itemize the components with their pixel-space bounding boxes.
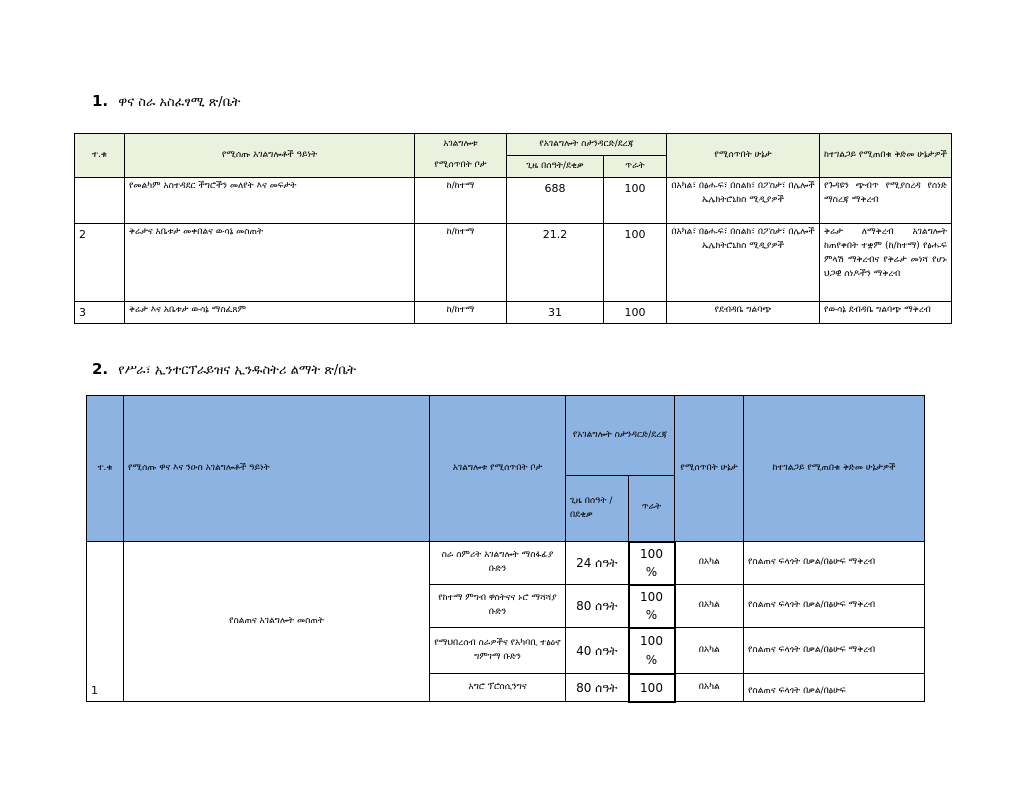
section-1-table [74, 133, 952, 324]
service-mode: በአካል፣ በፅሑፍ፣ በስልክ፣ በፖስታ፣ በሌሎች ኤሌክትሮኒክስ ሚዲያዎች [667, 224, 820, 302]
header-place-line1: አገልግሎቱ [415, 134, 507, 156]
service-prerequisite: የስልጠና ፍላጎት በቃል/በፅሁፍ ማቅረብ [744, 585, 925, 628]
header-standard: የአገልግሎት ስታንዳርድ/ደረጃ [566, 396, 675, 476]
service-prerequisite: የስልጠና ፍላጎት በቃል/በፅሁፍ ማቅረብ [744, 628, 925, 674]
service-mode: በአካል [675, 585, 744, 628]
service-time: 40 ሰዓት [566, 628, 629, 674]
service-place: የማህበረሰብ ስራዎችና የአካባቢ ተፅዕኖ ግምገማ ቡድን [430, 628, 566, 674]
header-quality: ጥራት [629, 476, 675, 542]
header-no: ተ.ቁ [75, 134, 125, 178]
row-number [75, 178, 125, 224]
service-name: ቅሬታና አቤቱታ መቀበልና ውሳኔ መስጠት [125, 224, 415, 302]
service-place: ስራ ስምሪት አገልግሎት ማስፋፊያ ቡድን [430, 542, 566, 585]
section-1-heading [92, 92, 240, 110]
table-row [75, 302, 952, 324]
header-service-type: የሚሰጡ አገልግሎቶች ዓይነት [125, 134, 415, 178]
section-2-title: የሥራ፣ ኢንተርፕራይዝና ኢንዱስትሪ ልማት ጽ/ቤት [118, 363, 356, 378]
service-prerequisite: የውሳኔ ደብዳቤ ግልባጭ ማቅረብ [820, 302, 952, 324]
header-no: ተ.ቁ [87, 396, 124, 542]
header-prerequisites: ከተገልጋይ የሚጠበቁ ቅድመ ሁኔታዎች [744, 396, 925, 542]
section-2-heading [92, 360, 356, 378]
service-time: 21.2 [507, 224, 604, 302]
service-name: የመልካም አስተዳደር ችግሮችን መለየት እና መፍታት [125, 178, 415, 224]
group-number: 1 [87, 542, 124, 702]
row-number: 2 [75, 224, 125, 302]
service-place: ከ/ከተማ [415, 302, 507, 324]
section-1-number: 1. [92, 92, 109, 110]
header-quality: ጥራት [604, 156, 667, 178]
table-row [75, 224, 952, 302]
service-time: 80 ሰዓት [566, 585, 629, 628]
service-quality: 100 [604, 224, 667, 302]
header-mode: የሚሰጥበት ሁኔታ [675, 396, 744, 542]
service-name: ቅሬታ እና አቤቱታ ውሳኔ ማስፈጸም [125, 302, 415, 324]
header-place-line2: የሚሰጥበት ቦታ [415, 156, 507, 178]
service-mode: በአካል፣ በፅሑፍ፣ በስልክ፣ በፖስታ፣ በሌሎች ኤሌክትሮኒክስ ሚዲያዎች [667, 178, 820, 224]
service-mode: በአካል [675, 674, 744, 702]
service-prerequisite: የስልጠና ፍላጎት በቃል/በፅሁፍ [744, 674, 925, 702]
table-row [87, 542, 925, 585]
service-place: አግሮ ፕሮሰሲንግና [430, 674, 566, 702]
header-time: ጊዜ በሰዓት /በደቂቃ [566, 476, 629, 542]
service-place: ከ/ከተማ [415, 178, 507, 224]
group-service-name: የስልጠና አገልግሎት መስጠት [124, 542, 430, 702]
service-time: 80 ሰዓት [566, 674, 629, 702]
service-mode: የደብዳቤ ግልባጭ [667, 302, 820, 324]
header-prerequisites: ከተገልጋይ የሚጠበቁ ቅድመ ሁኔታዎች [820, 134, 952, 178]
service-time: 24 ሰዓት [566, 542, 629, 585]
header-time: ጊዜ በሰዓት/ደቂቃ [507, 156, 604, 178]
header-place: አገልግሎቱ የሚሰጥበት ቦታ [430, 396, 566, 542]
section-2-number: 2. [92, 360, 109, 378]
table-row [75, 178, 952, 224]
service-prerequisite: የስልጠና ፍላጎት በቃል/በፅሁፍ ማቅረብ [744, 542, 925, 585]
service-place: ከ/ከተማ [415, 224, 507, 302]
header-standard: የአገልግሎት ስታንዳርድ/ደረጃ [507, 134, 667, 156]
header-mode: የሚሰጥበት ሁኔታ [667, 134, 820, 178]
service-quality: 100 % [629, 585, 675, 628]
service-quality: 100 [604, 178, 667, 224]
section-1-title: ዋና ስራ አስፈፃሚ ጽ/ቤት [118, 95, 241, 110]
service-quality: 100 [629, 674, 675, 702]
header-service-type: የሚሰጡ ዋና እና ንዑስ አገልግሎቶች ዓይነት [124, 396, 430, 542]
service-time: 31 [507, 302, 604, 324]
service-mode: በአካል [675, 542, 744, 585]
service-quality: 100 % [629, 542, 675, 585]
service-quality: 100 [604, 302, 667, 324]
section-2-table [86, 395, 925, 703]
service-prerequisite: የጉዳዩን ጭብጥ የሚያስረዳ የሰነድ ማስረጃ ማቅረብ [820, 178, 952, 224]
service-place: የከተማ ምግብ ዋስትናና ኑሮ ማሻሻያ ቡድን [430, 585, 566, 628]
service-mode: በአካል [675, 628, 744, 674]
row-number: 3 [75, 302, 125, 324]
service-quality: 100 % [629, 628, 675, 674]
service-prerequisite: ቅሬታ ለማቅረብ አገልግሎት ከጠየቀበት ተቋም (ከ/ከተማ) የፅሑፍ ምላሽ ማቅረብና የቅሬታ መነሻ የሆኑ ህጋዊ ሰነዶችን ማቅረብ [820, 224, 952, 302]
service-time: 688 [507, 178, 604, 224]
